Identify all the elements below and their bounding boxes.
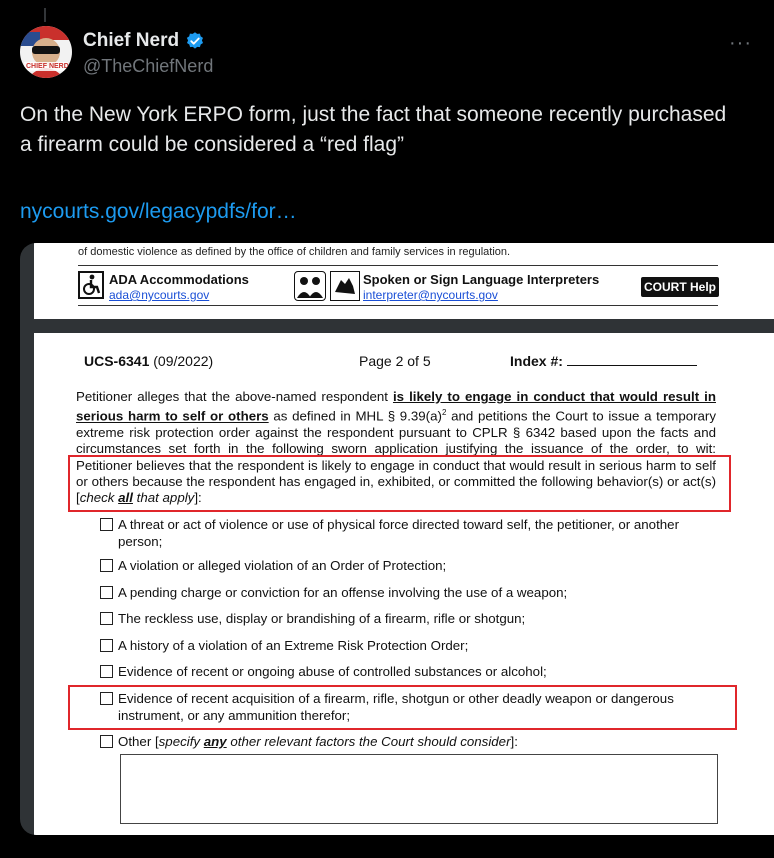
highlight-box-behavior-criteria bbox=[68, 455, 731, 512]
checkbox bbox=[100, 518, 113, 531]
other-italic: specify bbox=[158, 734, 201, 749]
author-handle[interactable]: @TheChiefNerd bbox=[83, 56, 214, 76]
form-page-header-strip bbox=[34, 243, 774, 319]
index-number-field bbox=[510, 353, 697, 369]
checkbox-label: Evidence of recent or ongoing abuse of controlled substances or alcohol; bbox=[118, 664, 547, 679]
checkbox-label: A pending charge or conviction for an offense involving the use of a weapon; bbox=[118, 585, 568, 600]
wheelchair-icon bbox=[78, 271, 104, 299]
form-page-2 bbox=[34, 333, 774, 835]
interpreters-email-link: interpreter@nycourts.gov bbox=[363, 288, 498, 302]
checkbox-label: A history of a violation of an Extreme Risk Protection Order; bbox=[118, 638, 469, 653]
court-help-logo: COURT Help bbox=[641, 277, 719, 297]
tweet-header bbox=[20, 26, 754, 82]
interpreters-title: Spoken or Sign Language Interpreters bbox=[363, 272, 600, 287]
index-blank-line bbox=[567, 354, 697, 366]
divider-line bbox=[78, 265, 718, 266]
checkbox bbox=[100, 612, 113, 625]
checkbox bbox=[100, 665, 113, 678]
intro-italic: check bbox=[79, 490, 115, 506]
domestic-violence-note: of domestic violence as defined by the office of children and family services in regulation. bbox=[78, 246, 511, 258]
other-label-end: ]: bbox=[510, 734, 518, 749]
author-name-row[interactable] bbox=[83, 30, 205, 52]
intro-text: and petitions the Court to issue a temporary extreme risk protection order against the respondent pursuant to CPLR § 6342 based upon the facts and circumstances set forth in the following sworn application justifying the issuance of the order, to wit: Petitioner believes that the respondent is likely to engage in conduct that would result in serious harm to self or others because the respondent has engaged in, exhibited, or committed the following behavior(s) or act(s) [ bbox=[76, 408, 717, 506]
form-date: (09/2022) bbox=[153, 353, 214, 369]
avatar[interactable] bbox=[20, 26, 72, 78]
intro-italic: that apply bbox=[136, 490, 195, 506]
thread-connector-line bbox=[44, 8, 46, 22]
intro-text: Petitioner alleges that the above-named respondent bbox=[76, 389, 388, 404]
intro-bold-underlined: is likely to engage in conduct that would result in serious harm to self or others bbox=[76, 389, 716, 424]
checkbox bbox=[100, 735, 113, 748]
other-label: Other [ bbox=[118, 734, 159, 749]
form-id bbox=[84, 353, 213, 369]
checkbox bbox=[100, 639, 113, 652]
more-options-icon[interactable]: ··· bbox=[729, 32, 752, 54]
checkbox-item bbox=[100, 516, 730, 550]
intro-all-emphasis: all bbox=[118, 490, 133, 506]
page-number: Page 2 of 5 bbox=[359, 353, 431, 369]
other-italic: other relevant factors the Court should consider bbox=[230, 734, 511, 749]
tweet-link[interactable]: nycourts.gov/legacypdfs/for… bbox=[20, 200, 297, 223]
other-any-emphasis: any bbox=[203, 734, 227, 749]
intro-text: as defined in MHL § 9.39(a) bbox=[273, 408, 442, 424]
checkbox-label-other bbox=[118, 733, 718, 750]
checkbox-label: A violation or alleged violation of an Order of Protection; bbox=[118, 558, 447, 573]
checkbox bbox=[100, 692, 113, 705]
ada-email-link: ada@nycourts.gov bbox=[109, 288, 210, 302]
checkbox-label: A threat or act of violence or use of physical force directed toward self, the petitioner, or another person; bbox=[118, 517, 679, 549]
other-factors-textbox bbox=[120, 754, 718, 824]
interpreter-people-icon bbox=[294, 271, 326, 301]
avatar-label: CHIEF NERD bbox=[26, 63, 69, 70]
checkbox bbox=[100, 586, 113, 599]
checkbox-item bbox=[100, 690, 730, 724]
footnote-marker: 2 bbox=[441, 408, 447, 418]
ada-title: ADA Accommodations bbox=[109, 272, 249, 287]
checkbox-label: Evidence of recent acquisition of a firearm, rifle, shotgun or other deadly weapon or dangerous instrument, or any ammunition therefor; bbox=[118, 691, 674, 723]
tweet-text: On the New York ERPO form, just the fact that someone recently purchased a firearm could be considered a “red flag” bbox=[20, 103, 727, 156]
author-info bbox=[83, 30, 213, 77]
author-name[interactable]: Chief Nerd bbox=[83, 30, 180, 51]
tweet-media-image[interactable] bbox=[20, 243, 774, 835]
intro-text: ]: bbox=[194, 490, 202, 506]
index-label: Index #: bbox=[510, 353, 563, 369]
form-number: UCS-6341 bbox=[84, 353, 150, 369]
checkbox bbox=[100, 559, 113, 572]
sign-language-icon bbox=[330, 271, 360, 301]
avatar-image bbox=[20, 26, 72, 78]
divider-line bbox=[78, 305, 718, 306]
verified-badge-icon bbox=[185, 31, 205, 51]
checkbox-label: The reckless use, display or brandishing of a firearm, rifle or shotgun; bbox=[118, 611, 526, 626]
